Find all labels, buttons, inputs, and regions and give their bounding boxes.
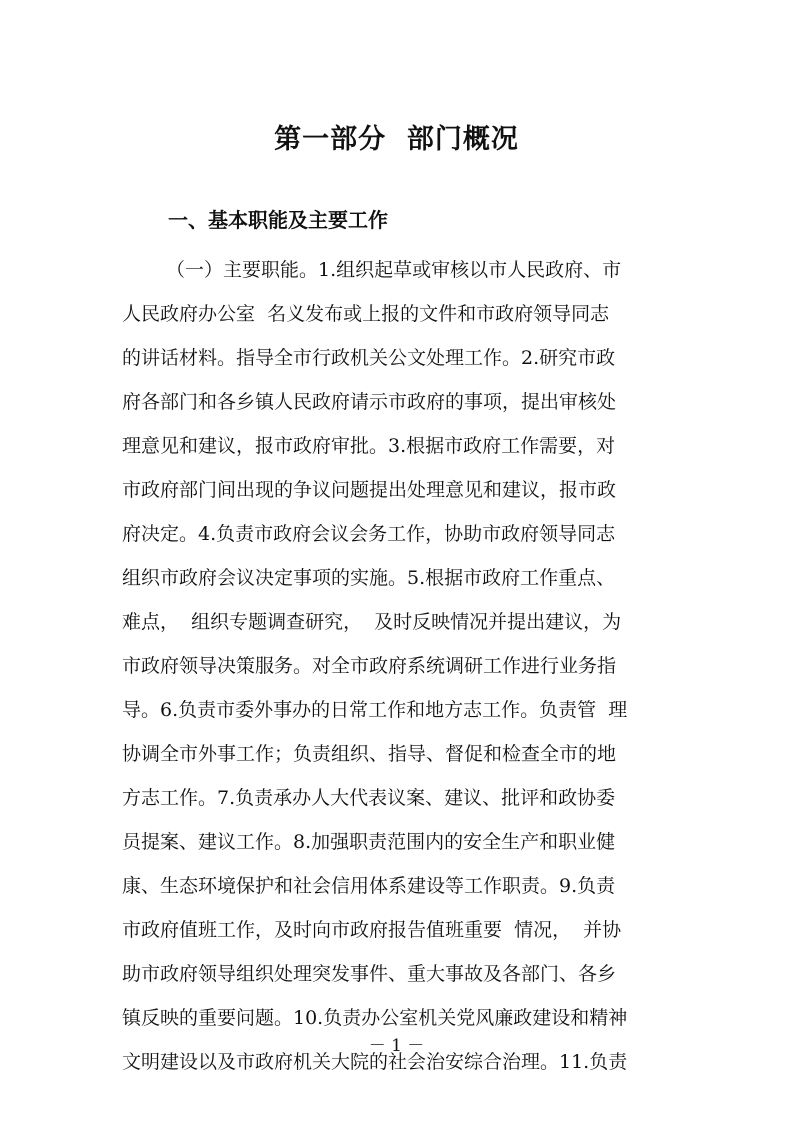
text-line: 难点， 组织专题调查研究， 及时反映情况并提出建议，为	[122, 611, 622, 633]
section-heading: 一、基本职能及主要工作	[168, 208, 388, 232]
text-line: 康、生态环境保护和社会信用体系建设等工作职责。9.负责	[122, 875, 616, 897]
text-line: 镇反映的重要问题。10.负责办公室机关党风廉政建设和精神	[122, 1007, 628, 1029]
text-line: 理意见和建议，报市政府审批。3.根据市政府工作需要，对	[122, 435, 616, 457]
text-line: 的讲话材料。指导全市行政机关公文处理工作。2.研究市政	[122, 347, 616, 369]
text-line: 协调全市外事工作；负责组织、指导、督促和检查全市的地	[122, 743, 617, 765]
text-line: （一）主要职能。1.组织起草或审核以市人民政府、市	[166, 259, 622, 281]
text-line: 市政府值班工作，及时向市政府报告值班重要 情况， 并协	[122, 919, 622, 941]
text-line: 助市政府领导组织处理突发事件、重大事故及各部门、各乡	[122, 963, 617, 985]
text-line: 组织市政府会议决定事项的实施。5.根据市政府工作重点、	[122, 567, 616, 589]
text-line: 市政府领导决策服务。对全市政府系统调研工作进行业务指	[122, 655, 617, 677]
page-title: 第一部分 部门概况	[274, 124, 519, 155]
page-number: － 1 －	[368, 1036, 425, 1056]
text-line: 市政府部门间出现的争议问题提出处理意见和建议，报市政	[122, 479, 617, 501]
text-line: 府各部门和各乡镇人民政府请示市政府的事项，提出审核处	[122, 391, 617, 413]
text-line: 文明建设以及市政府机关大院的社会治安综合治理。11.负责	[122, 1051, 628, 1073]
text-line: 员提案、建议工作。8.加强职责范围内的安全生产和职业健	[122, 831, 616, 853]
text-line: 导。6.负责市委外事办的日常工作和地方志工作。负责管 理	[122, 699, 628, 721]
text-line: 人民政府办公室 名义发布或上报的文件和市政府领导同志	[122, 303, 610, 325]
text-line: 方志工作。7.负责承办人大代表议案、建议、批评和政协委	[122, 787, 616, 809]
text-line: 府决定。4.负责市政府会议会务工作，协助市政府领导同志	[122, 523, 616, 545]
